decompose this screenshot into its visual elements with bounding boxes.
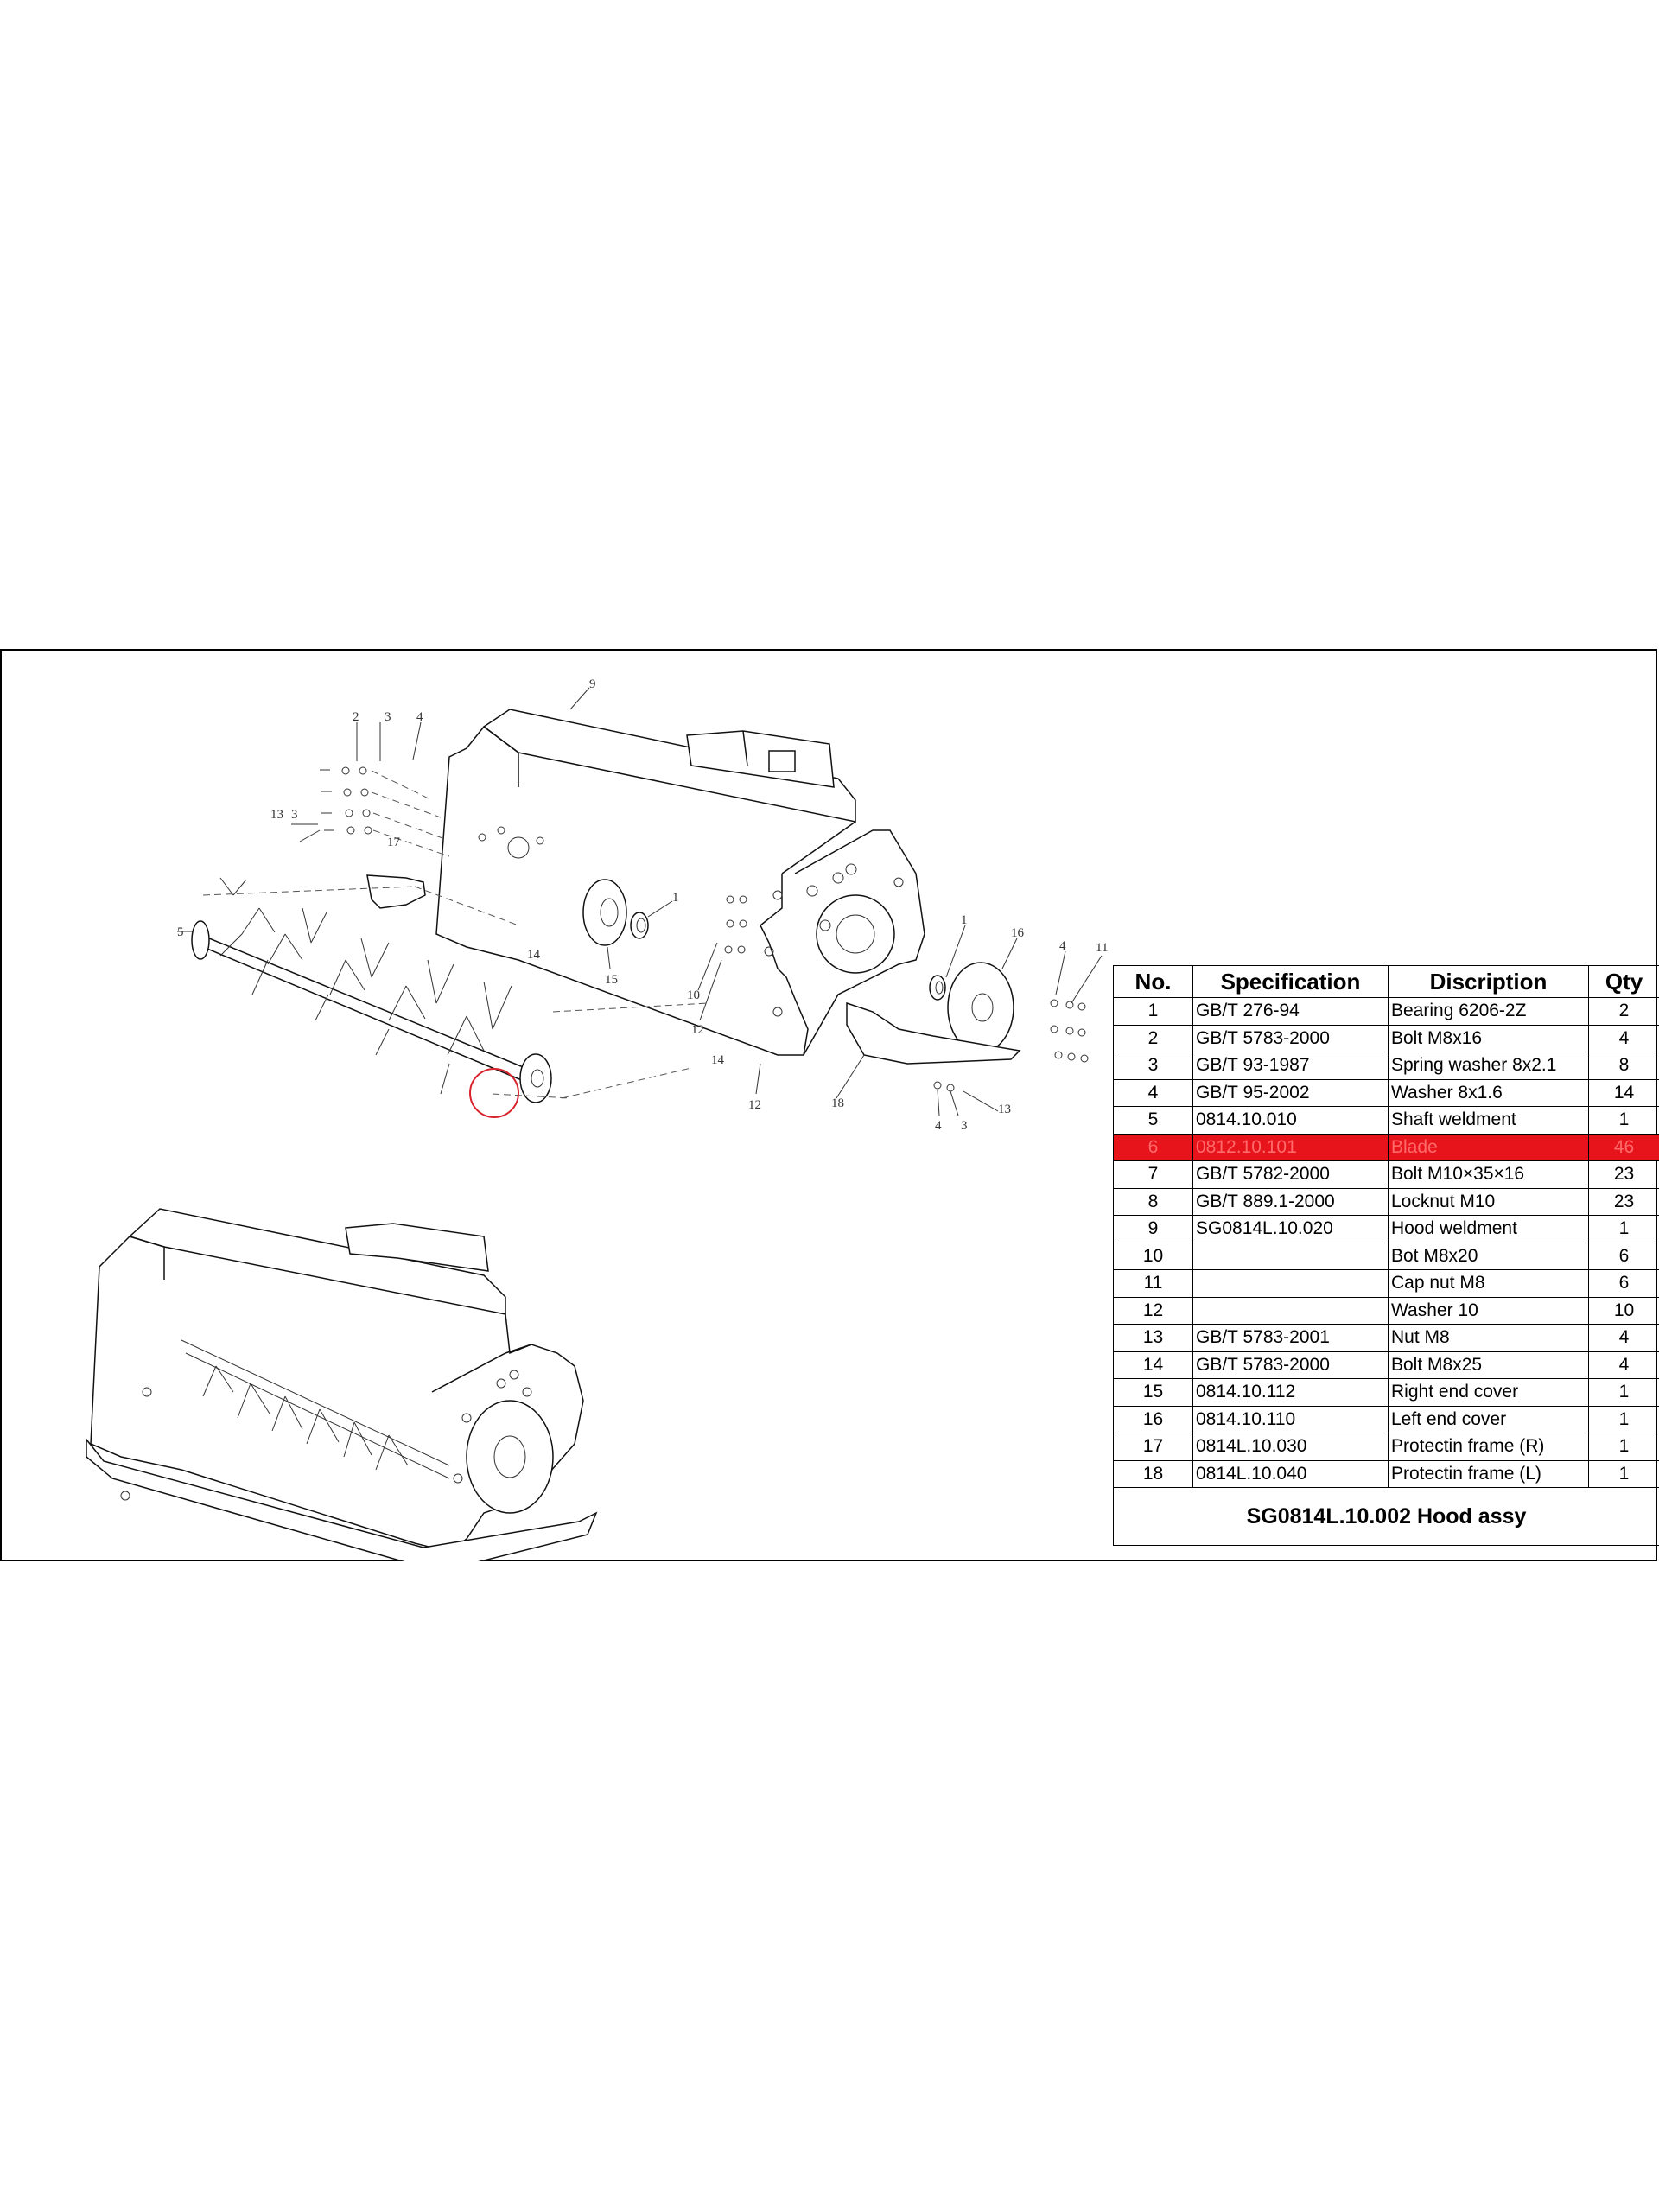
cell-spec: 0812.10.101: [1193, 1134, 1389, 1161]
cell-desc: Bolt M8x16: [1389, 1025, 1589, 1052]
cell-no: 18: [1114, 1460, 1193, 1488]
cell-spec: GB/T 5782-2000: [1193, 1161, 1389, 1189]
protection-frame-r: [367, 875, 425, 908]
cell-spec: SG0814L.10.020: [1193, 1216, 1389, 1243]
callout-2: 2: [353, 710, 359, 724]
table-row: [1114, 1379, 1659, 1407]
cell-spec: [1193, 1270, 1389, 1298]
table-row: [1114, 1216, 1659, 1243]
callout-16: 16: [1011, 926, 1024, 940]
cell-desc: Hood weldment: [1389, 1216, 1589, 1243]
cell-no: 9: [1114, 1216, 1193, 1243]
cell-qty: 6: [1589, 1270, 1659, 1298]
cell-spec: GB/T 95-2002: [1193, 1079, 1389, 1107]
table-row: [1114, 1351, 1659, 1379]
cell-spec: GB/T 276-94: [1193, 998, 1389, 1026]
callout-17: 17: [387, 836, 400, 849]
callout-18: 18: [831, 1096, 844, 1110]
table-caption-row: [1114, 1488, 1659, 1546]
callout-9: 9: [589, 677, 596, 691]
cell-no: 7: [1114, 1161, 1193, 1189]
assembly-caption: SG0814L.10.002 Hood assy: [1114, 1488, 1659, 1546]
cell-no: 8: [1114, 1188, 1193, 1216]
cell-qty: 23: [1589, 1188, 1659, 1216]
header-specification: Specification: [1193, 966, 1389, 998]
cell-spec: GB/T 5783-2001: [1193, 1325, 1389, 1352]
cell-no: 5: [1114, 1107, 1193, 1135]
callout-11: 11: [1096, 941, 1109, 955]
cell-desc: Shaft weldment: [1389, 1107, 1589, 1135]
callout-13a: 13: [270, 808, 283, 822]
cell-qty: 6: [1589, 1243, 1659, 1270]
callout-4c: 4: [935, 1119, 942, 1133]
cell-no: 4: [1114, 1079, 1193, 1107]
callout-4a: 4: [416, 710, 423, 724]
parts-list-table: [1113, 965, 1659, 1546]
callout-14a: 14: [527, 948, 540, 962]
right-end-cover: [583, 880, 648, 945]
exploded-view-drawing: [0, 649, 1113, 1561]
cell-desc: Nut M8: [1389, 1325, 1589, 1352]
cell-desc: Bolt M10×35×16: [1389, 1161, 1589, 1189]
cell-no: 17: [1114, 1433, 1193, 1461]
cell-desc: Protectin frame (L): [1389, 1460, 1589, 1488]
callout-13b: 13: [998, 1103, 1011, 1116]
cell-spec: 0814.10.110: [1193, 1406, 1389, 1433]
cell-no: 3: [1114, 1052, 1193, 1080]
cell-qty: 1: [1589, 1107, 1659, 1135]
cell-desc: Right end cover: [1389, 1379, 1589, 1407]
cell-desc: Bot M8x20: [1389, 1243, 1589, 1270]
cell-desc: Protectin frame (R): [1389, 1433, 1589, 1461]
table-row: [1114, 1325, 1659, 1352]
cell-spec: GB/T 5783-2000: [1193, 1025, 1389, 1052]
cell-no: 2: [1114, 1025, 1193, 1052]
cell-no: 12: [1114, 1297, 1193, 1325]
table-row: [1114, 1134, 1659, 1161]
callout-10: 10: [687, 988, 700, 1002]
cell-desc: Blade: [1389, 1134, 1589, 1161]
hood-weldment: [436, 709, 925, 1055]
table-row: [1114, 998, 1659, 1026]
table-row: [1114, 1433, 1659, 1461]
table-header-row: [1114, 966, 1659, 998]
cell-no: 1: [1114, 998, 1193, 1026]
assembled-view: [86, 1209, 596, 1561]
cell-qty: 1: [1589, 1433, 1659, 1461]
cell-no: 10: [1114, 1243, 1193, 1270]
callout-3a: 3: [385, 710, 391, 724]
cell-desc: Spring washer 8x2.1: [1389, 1052, 1589, 1080]
table-row: [1114, 1052, 1659, 1080]
header-qty: Qty: [1589, 966, 1659, 998]
callout-1b: 1: [961, 913, 968, 927]
table-row: [1114, 1243, 1659, 1270]
table-row: [1114, 1460, 1659, 1488]
header-description: Discription: [1389, 966, 1589, 998]
callout-4b: 4: [1059, 939, 1066, 953]
callout-12b: 12: [748, 1098, 761, 1112]
cell-qty: 10: [1589, 1297, 1659, 1325]
cell-spec: GB/T 93-1987: [1193, 1052, 1389, 1080]
table-row: [1114, 1079, 1659, 1107]
callout-12a: 12: [691, 1023, 704, 1037]
bolts-group-top: [320, 767, 449, 856]
cell-qty: 8: [1589, 1052, 1659, 1080]
cell-desc: Bearing 6206-2Z: [1389, 998, 1589, 1026]
cell-spec: [1193, 1297, 1389, 1325]
table-row: [1114, 1161, 1659, 1189]
cell-desc: Locknut M10: [1389, 1188, 1589, 1216]
callout-3b: 3: [291, 808, 298, 822]
cell-qty: 4: [1589, 1351, 1659, 1379]
cell-qty: 4: [1589, 1025, 1659, 1052]
cell-desc: Left end cover: [1389, 1406, 1589, 1433]
cell-desc: Bolt M8x25: [1389, 1351, 1589, 1379]
cell-no: 14: [1114, 1351, 1193, 1379]
cell-spec: 0814.10.010: [1193, 1107, 1389, 1135]
cell-spec: 0814.10.112: [1193, 1379, 1389, 1407]
cell-desc: Washer 8x1.6: [1389, 1079, 1589, 1107]
cell-no: 6: [1114, 1134, 1193, 1161]
callout-5: 5: [177, 925, 184, 939]
cell-desc: Washer 10: [1389, 1297, 1589, 1325]
parts-table-body: [1114, 998, 1659, 1488]
cell-spec: 0814L.10.030: [1193, 1433, 1389, 1461]
callout-15: 15: [605, 973, 618, 987]
cell-qty: 14: [1589, 1079, 1659, 1107]
table-row: [1114, 1406, 1659, 1433]
callout-14b: 14: [711, 1053, 724, 1067]
table-row: [1114, 1188, 1659, 1216]
cell-qty: 1: [1589, 1406, 1659, 1433]
table-row: [1114, 1270, 1659, 1298]
cell-no: 13: [1114, 1325, 1193, 1352]
cell-no: 15: [1114, 1379, 1193, 1407]
cell-no: 11: [1114, 1270, 1193, 1298]
cell-spec: 0814L.10.040: [1193, 1460, 1389, 1488]
cell-spec: [1193, 1243, 1389, 1270]
callout-1a: 1: [672, 891, 679, 905]
cell-qty: 2: [1589, 998, 1659, 1026]
blade-highlight-circle: [470, 1069, 518, 1117]
table-row: [1114, 1107, 1659, 1135]
cell-spec: GB/T 889.1-2000: [1193, 1188, 1389, 1216]
cell-qty: 1: [1589, 1216, 1659, 1243]
cell-qty: 46: [1589, 1134, 1659, 1161]
callout-3c: 3: [961, 1119, 968, 1133]
table-row: [1114, 1025, 1659, 1052]
table-row: [1114, 1297, 1659, 1325]
cell-desc: Cap nut M8: [1389, 1270, 1589, 1298]
header-no: No.: [1114, 966, 1193, 998]
cell-qty: 1: [1589, 1379, 1659, 1407]
cell-no: 16: [1114, 1406, 1193, 1433]
cell-qty: 4: [1589, 1325, 1659, 1352]
cell-qty: 1: [1589, 1460, 1659, 1488]
cell-qty: 23: [1589, 1161, 1659, 1189]
cell-spec: GB/T 5783-2000: [1193, 1351, 1389, 1379]
